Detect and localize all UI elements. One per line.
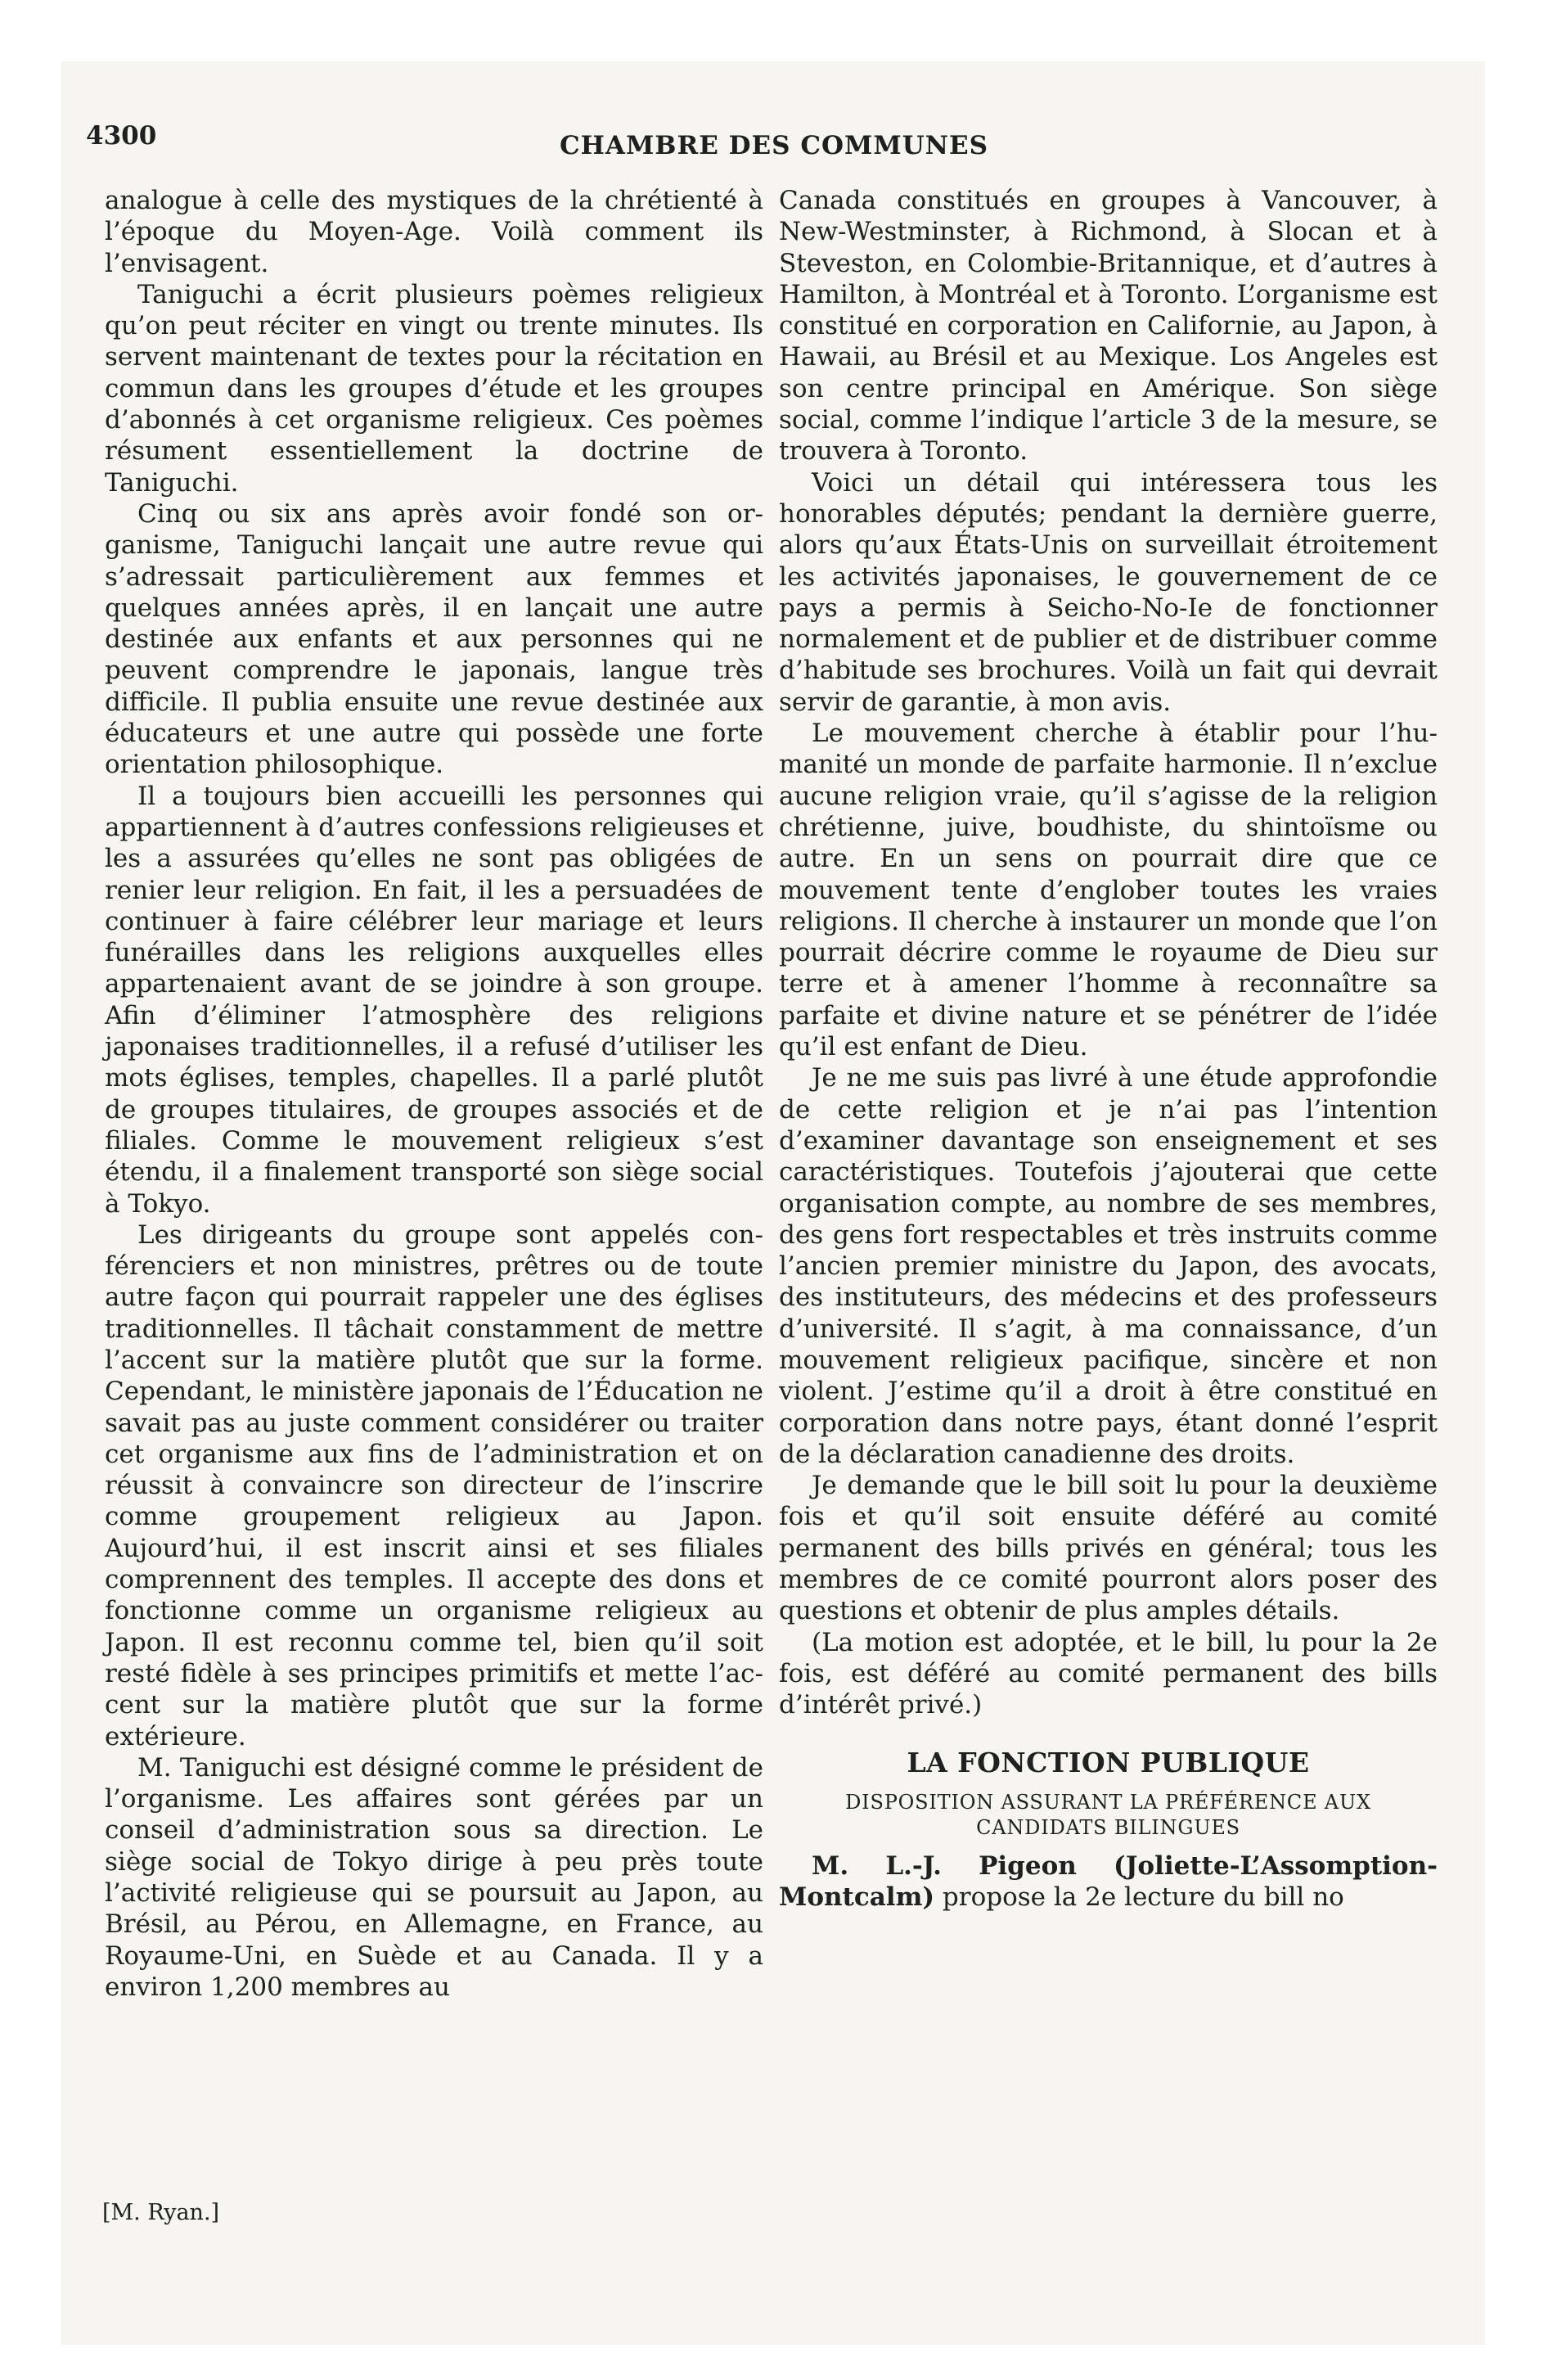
paragraph: Je demande que le bill soit lu pour la deuxième fois et qu’il soit ensuite déféré au comité permanent des bills privés en général; tous les membres de ce comité pourront alors poser des questions et obtenir de plus amples détails. — [779, 1471, 1438, 1626]
paragraph: Taniguchi a écrit plusieurs poèmes religieux qu’on peut réciter en vingt ou trente minutes. Ils servent maintenant de textes pour la récitation en commun dans les groupes d’étude et les groupes d’abonnés à cet organisme religieux. Ces poèmes résument essentiellement la doctrine de Taniguchi. — [105, 279, 763, 498]
right-column — [779, 185, 1438, 1913]
page-number: 4300 — [86, 121, 157, 151]
speech-paragraph — [779, 1850, 1438, 1913]
section-subheading: DISPOSITION ASSURANT LA PRÉFÉRENCE AUX CANDIDATS BILINGUES — [845, 1790, 1371, 1839]
paragraph: Cinq ou six ans après avoir fondé son organisme, Taniguchi lançait une autre revue qui s’adressait particulièrement aux femmes et quelques années après, il en lançait une autre destinée aux enfants et aux personnes qui ne peuvent comprendre le japonais, langue très difficile. Il publia ensuite une revue destinée aux éducateurs et une autre qui possède une forte orientation philosophique. — [105, 498, 763, 780]
speaker-reference: [M. Ryan.] — [102, 2200, 220, 2225]
paragraph: M. Taniguchi est désigné comme le président de l’organisme. Les affaires sont gérées par un conseil d’administration sous sa direction. Le siège social de Tokyo dirige à peu près toute l’activité religieuse qui se poursuit au Japon, au Brésil, au Pérou, en Allemagne, en France, au Royaume-Uni, en Suède et au Canada. Il y a environ 1,200 membres au — [105, 1752, 763, 2002]
section-heading: LA FONCTION PUBLIQUE — [907, 1746, 1310, 1778]
paragraph: Canada constitués en groupes à Vancouver, à New-Westminster, à Richmond, à Slocan et à Steveston, en Colombie-Britannique, et d’autres à Hamilton, à Montréal et à Toronto. L’organisme est constitué en corporation en Californie, au Japon, à Hawaii, au Brésil et au Mexique. Los Angeles est son centre principal en Amérique. Son siège social, comme l’indique l’article 3 de la mesure, se trouvera à Toronto. — [779, 186, 1438, 467]
running-title: CHAMBRE DES COMMUNES — [559, 131, 989, 160]
paragraph: Les dirigeants du groupe sont appelés conférenciers et non ministres, prêtres ou de toute autre façon qui pourrait rappeler une des églises traditionnelles. Il tâchait constamment de mettre l’accent sur la matière plutôt que sur la forme. Cependant, le ministère japonais de l’Éducation ne savait pas au juste comment considérer ou traiter cet organisme aux fins de l’administration et on réussit à convaincre son directeur de l’inscrire comme groupement religieux au Japon. Aujourd’hui, il est inscrit ainsi et ses filiales comprennent des temples. Il accepte des dons et fonctionne comme un organisme religieux au Japon. Il est reconnu comme tel, bien qu’il soit resté fidèle à ses principes primitifs et mette l’accent sur la matière plutôt que sur la forme extérieure. — [105, 1219, 763, 1751]
speech-text: propose la 2e lecture du bill no — [934, 1882, 1344, 1913]
page-header — [0, 0, 1548, 164]
paragraph: (La motion est adoptée, et le bill, lu pour la 2e fois, est déféré au comité permanent des bills d’intérêt privé.) — [779, 1627, 1438, 1720]
paragraph: Le mouvement cherche à établir pour l’humanité un monde de parfaite harmonie. Il n’exclue aucune religion vraie, qu’il s’agisse de la religion chrétienne, juive, boudhiste, du shintoïsme ou autre. En un sens on pourrait dire que ce mouvement tente d’englober toutes les vraies religions. Il cherche à instaurer un monde que l’on pourrait décrire comme le royaume de Dieu sur terre et à amener l’homme à reconnaître sa parfaite et divine nature et se pénétrer de l’idée qu’il est enfant de Dieu. — [779, 719, 1438, 1062]
paragraph: analogue à celle des mystiques de la chrétienté à l’époque du Moyen-Age. Voilà comment ils l’envisagent. — [105, 186, 763, 278]
paragraph: Voici un détail qui intéressera tous les honorables députés; pendant la dernière guerre, alors qu’aux États-Unis on surveillait étroitement les activités japonaises, le gouvernement de ce pays a permis à Seicho-No-Ie de fonctionner normalement et de publier et de distribuer comme d’habitude ses brochures. Voilà un fait qui devrait servir de garantie, à mon avis. — [779, 467, 1438, 717]
left-column — [105, 185, 763, 2003]
paragraph: Je ne me suis pas livré à une étude approfondie de cette religion et je n’ai pas l’intention d’examiner davantage son enseignement et ses caractéristiques. Toutefois j’ajouterai que cette organisation compte, au nombre de ses membres, des gens fort respectables et très instruits comme l’ancien premier ministre du Japon, des avocats, des instituteurs, des médecins et des professeurs d’université. Il s’agit, à ma connaissance, d’un mouvement religieux pacifique, sincère et non violent. J’estime qu’il a droit à être constitué en corporation dans notre pays, étant donné l’esprit de la déclaration canadienne des droits. — [779, 1063, 1438, 1469]
paragraph: Il a toujours bien accueilli les personnes qui appartiennent à d’autres confessions religieuses et les a assurées qu’elles ne sont pas obligées de renier leur religion. En fait, il les a persuadées de continuer à faire célébrer leur mariage et leurs funérailles dans les religions auxquelles elles appartenaient avant de se joindre à son groupe. Afin d’éliminer l’atmosphère des religions japonaises traditionnelles, il a refusé d’utiliser les mots églises, temples, chapelles. Il a parlé plutôt de groupes titulaires, de groupes associés et de filiales. Comme le mouvement religieux s’est étendu, il a finalement transporté son siège social à Tokyo. — [105, 781, 763, 1219]
speaker-name: M. L.-J. Pigeon (Joliette-L’Assomption-Montcalm) — [779, 1850, 1438, 1913]
